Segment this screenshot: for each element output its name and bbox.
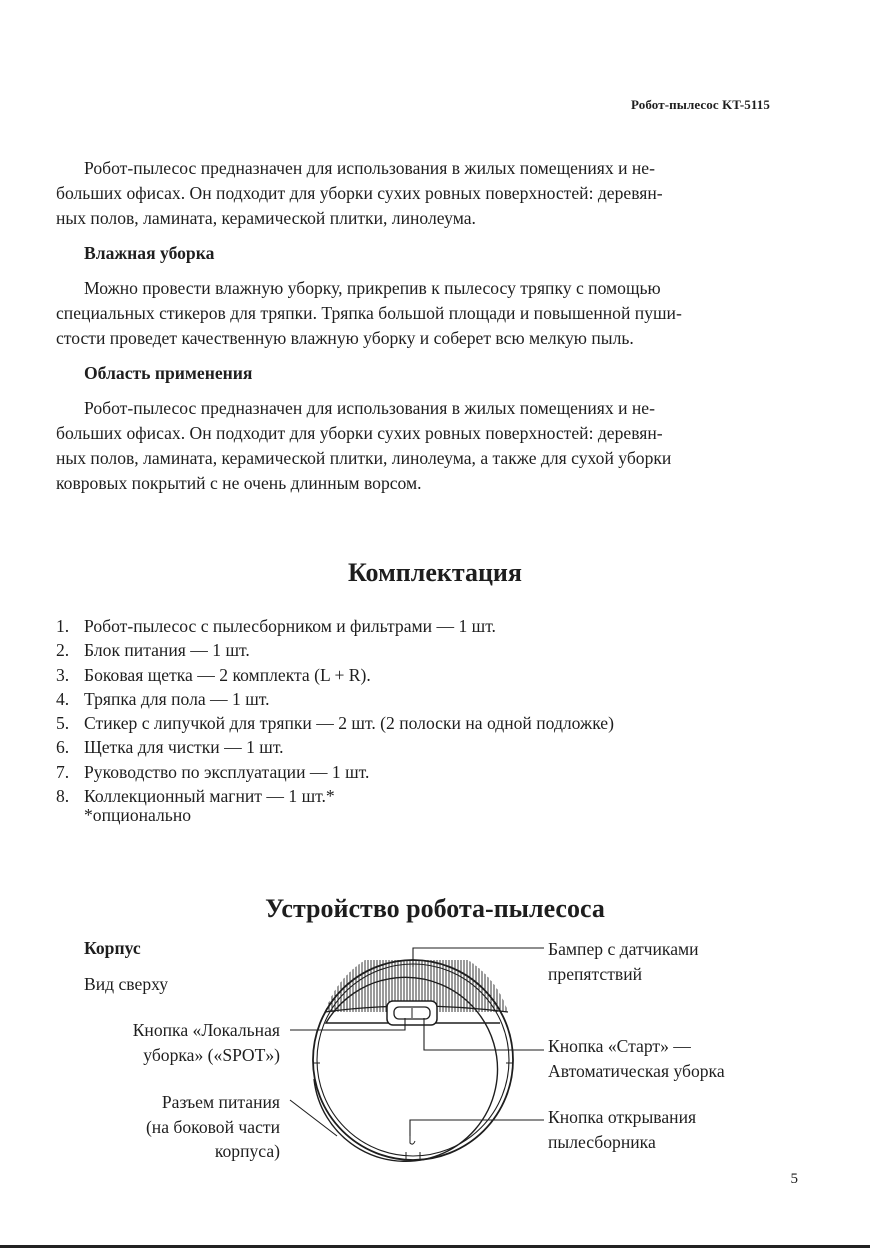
list-item-text: Боковая щетка — 2 комплекта (L + R). <box>84 664 371 685</box>
list-item-text: Руководство по эксплуатации — 1 шт. <box>84 761 370 782</box>
text-line: Робот-пылесос предназначен для использования в жилых помещениях и не- <box>84 398 655 418</box>
text-line: стости проведет качественную влажную уборку и соберет всю мелкую пыль. <box>56 328 634 348</box>
body-heading: Корпус <box>84 938 141 958</box>
device-title: Устройство робота-пылесоса <box>265 894 605 923</box>
list-item-text: Тряпка для пола — 1 шт. <box>84 688 270 709</box>
list-item-text: Стикер с липучкой для тряпки — 2 шт. (2 полоски на одной подложке) <box>84 713 614 734</box>
running-head: Робот-пылесос KT-5115 <box>631 97 770 112</box>
page-number: 5 <box>790 1171 798 1187</box>
power-socket-label <box>146 1090 280 1164</box>
label-line: уборка» («SPOT») <box>143 1044 280 1065</box>
application-heading: Область применения <box>84 363 253 383</box>
list-item-number: 2. <box>56 640 70 661</box>
text-line: больших офисах. Он подходит для уборки сухих ровных поверхностей: деревян- <box>56 183 663 203</box>
package-title: Комплектация <box>348 558 522 587</box>
label-line: Кнопка «Старт» — <box>548 1036 691 1056</box>
list-item-number: 5. <box>56 713 70 734</box>
bumper-label <box>548 937 699 986</box>
list-item-number: 4. <box>56 688 70 709</box>
dustbin-button-label <box>548 1105 696 1154</box>
text-line: Можно провести влажную уборку, прикрепив к пылесосу тряпку с помощью <box>84 278 661 298</box>
list-item-text: Щетка для чистки — 1 шт. <box>84 737 284 758</box>
label-line: пылесборника <box>548 1131 656 1152</box>
label-line: Разъем питания <box>161 1092 280 1112</box>
text-line: ковровых покрытий с не очень длинным ворсом. <box>56 473 422 493</box>
label-line: Кнопка «Локальная <box>132 1020 280 1040</box>
label-line: препятствий <box>548 963 643 984</box>
text-line: больших офисах. Он подходит для уборки сухих ровных поверхностей: деревян- <box>56 423 663 443</box>
list-item-text: Коллекционный магнит — 1 шт.* <box>84 786 335 807</box>
list-item-text: Блок питания — 1 шт. <box>84 640 250 661</box>
list-item-number: 7. <box>56 761 70 782</box>
label-line: Бампер с датчиками <box>548 939 699 959</box>
text-line: Робот-пылесос предназначен для использования в жилых помещениях и не- <box>84 158 655 178</box>
wet-cleaning-heading: Влажная уборка <box>84 243 215 263</box>
label-line: Кнопка открывания <box>548 1107 697 1127</box>
text-line: ных полов, ламината, керамической плитки, линолеума, а также для сухой уборки <box>56 448 672 468</box>
list-item-text: Робот-пылесос с пылесборником и фильтрами — 1 шт. <box>84 616 496 636</box>
label-line: корпуса) <box>214 1141 280 1161</box>
package-note: *опционально <box>84 805 192 825</box>
list-item-number: 1. <box>56 616 70 636</box>
label-line: (на боковой части <box>145 1116 280 1137</box>
label-line: Автоматическая уборка <box>548 1060 725 1081</box>
start-button-label <box>548 1034 725 1083</box>
view-label: Вид сверху <box>84 974 169 994</box>
list-item-number: 3. <box>56 664 70 685</box>
list-item-number: 6. <box>56 737 70 758</box>
text-line: специальных стикеров для тряпки. Тряпка большой площади и повышенной пуши- <box>56 303 682 323</box>
leader-power <box>290 1100 337 1136</box>
spot-button-label <box>133 1018 280 1067</box>
text-line: ных полов, ламината, керамической плитки, линолеума. <box>56 208 476 228</box>
dustbin-button-icon <box>410 1136 415 1144</box>
leader-bumper <box>413 948 544 967</box>
list-item-number: 8. <box>56 786 70 807</box>
